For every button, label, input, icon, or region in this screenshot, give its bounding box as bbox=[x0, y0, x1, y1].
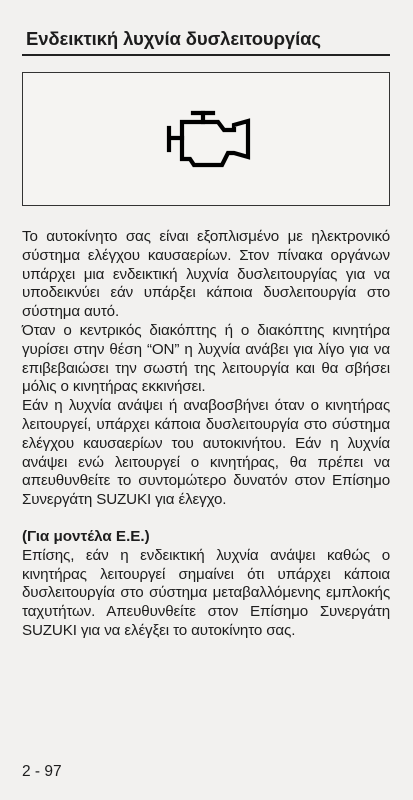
manual-page bbox=[22, 22, 390, 641]
engine-check-icon bbox=[160, 108, 252, 170]
paragraph-malfunction: Εάν η λυχνία ανάψει ή αναβοσβήνει όταν ο κινητήρας λειτουργεί, υπάρχει κάποια δυσλειτουργία στο σύστημα ελέγχου καυσαερίων του αυτοκινήτου. Εάν η λυχνία ανάψει ενώ λειτουργεί ο κινητήρας, θα πρέπει να απευθυνθείτε το συντομώτερο δυνατόν στον Επίσημο Συνεργάτη SUZUKI για έλεγχο. bbox=[22, 397, 390, 509]
subsection-title: (Για μοντέλα Ε.Ε.) bbox=[22, 527, 150, 545]
page-number: 2 - 97 bbox=[22, 763, 62, 780]
icon-panel bbox=[22, 72, 390, 206]
body-text bbox=[22, 228, 390, 510]
paragraph-ignition-check: Όταν ο κεντρικός διακόπτης ή ο διακόπτης κινητήρα γυρίσει στην θέση “ON” η λυχνία ανάβει για λίγο για να επιβεβαιώσει την σωστή της λειτουργία και θα σβήσει μόλις ο κινητήρας εκκινήσει. bbox=[22, 321, 390, 396]
subsection-text-block bbox=[22, 547, 390, 641]
paragraph-emission-system: Το αυτοκίνητο σας είναι εξοπλισμένο με ηλεκτρονικό σύστημα ελέγχου καυσαερίων. Στον πίνακα οργάνων υπάρχει μια ενδεικτική λυχνία δυσλειτουργίας για να υποδεικνύει εάν υπάρξει κάποια δυσλειτουργία στο σύστημα αυτό. bbox=[22, 228, 390, 321]
section-title: Ενδεικτική λυχνία δυσλειτουργίας bbox=[22, 22, 390, 56]
subsection-text: Επίσης, εάν η ενδεικτική λυχνία ανάψει καθώς ο κινητήρας λειτουργεί σημαίνει ότι υπάρχει κάποια δυσλειτουργία στο σύστημα μεταβαλλόμενης εμπλοκής ταχυτήτων. Απευθυνθείτε στον Επίσημο Συνεργάτη SUZUKI για να ελέγξει το αυτοκίνητο σας. bbox=[22, 546, 390, 639]
